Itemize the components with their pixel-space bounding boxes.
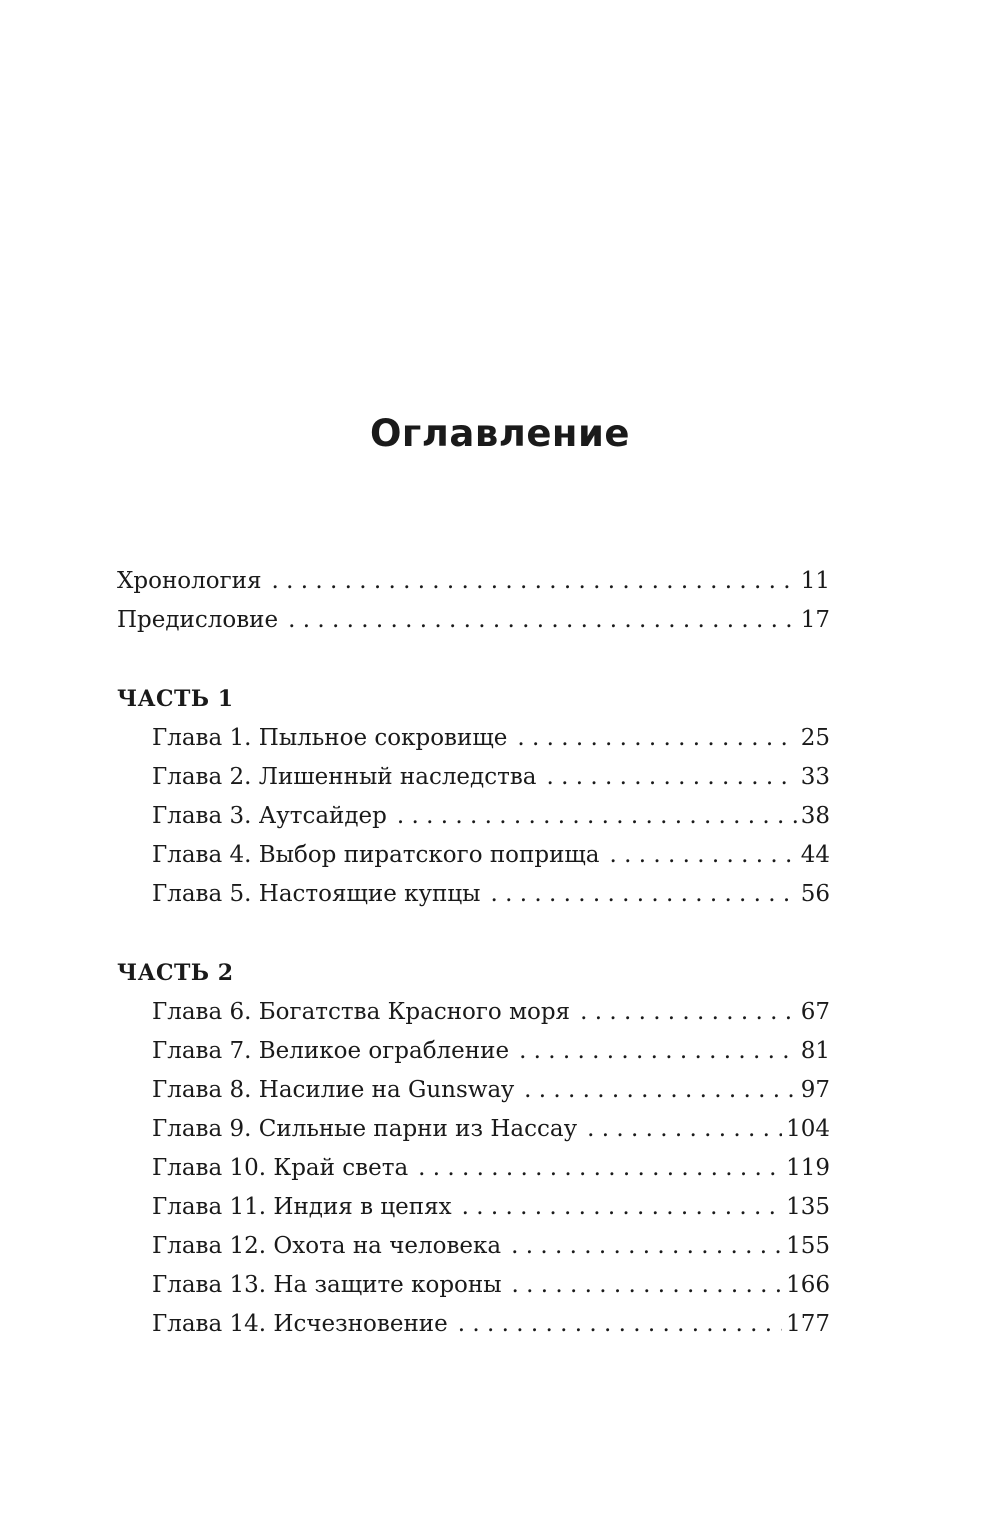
section-gap xyxy=(117,640,830,680)
toc-entry-label: Глава 9. Сильные парни из Нассау xyxy=(152,1116,578,1142)
dot-leader xyxy=(517,719,796,758)
toc-entry-page: 104 xyxy=(786,1116,830,1142)
dot-leader xyxy=(519,1032,797,1071)
toc-entry-label: Глава 10. Край света xyxy=(152,1155,409,1181)
dot-leader xyxy=(271,562,796,601)
toc-entry-label: Глава 1. Пыльное сокровище xyxy=(152,725,508,751)
toc-entry-page: 17 xyxy=(800,607,830,633)
toc-entry-label: Глава 5. Настоящие купцы xyxy=(152,881,481,907)
toc-entry-chapter-12[interactable] xyxy=(117,1227,830,1266)
toc-entry-label: Хронология xyxy=(117,568,262,594)
dot-leader xyxy=(397,797,797,836)
toc-entry-page: 38 xyxy=(800,803,830,829)
toc-entry-chapter-3[interactable] xyxy=(117,797,830,836)
part-1-heading: ЧАСТЬ 1 xyxy=(117,686,234,712)
dot-leader xyxy=(546,758,796,797)
dot-leader xyxy=(462,1188,783,1227)
dot-leader xyxy=(610,836,797,875)
dot-leader xyxy=(512,1266,783,1305)
toc-entry-chapter-1[interactable] xyxy=(117,719,830,758)
table-of-contents xyxy=(117,562,830,1344)
toc-entry-chapter-13[interactable] xyxy=(117,1266,830,1305)
section-gap xyxy=(117,914,830,954)
toc-entry-label: Глава 6. Богатства Красного моря xyxy=(152,999,571,1025)
toc-entry-label: Глава 3. Аутсайдер xyxy=(152,803,387,829)
toc-entry-label: Предисловие xyxy=(117,607,279,633)
toc-entry-chapter-9[interactable] xyxy=(117,1110,830,1149)
dot-leader xyxy=(288,601,797,640)
toc-entry-label: Глава 11. Индия в цепях xyxy=(152,1194,452,1220)
toc-entry-chapter-8[interactable] xyxy=(117,1071,830,1110)
toc-entry-page: 56 xyxy=(800,881,830,907)
toc-entry-page: 67 xyxy=(800,999,830,1025)
toc-entry-label: Глава 13. На защите короны xyxy=(152,1272,502,1298)
toc-entry-label: Глава 4. Выбор пиратского поприща xyxy=(152,842,600,868)
dot-leader xyxy=(587,1110,782,1149)
toc-entry-page: 166 xyxy=(786,1272,830,1298)
toc-entry-page: 11 xyxy=(800,568,830,594)
toc-entry-chapter-14[interactable] xyxy=(117,1305,830,1344)
toc-entry-chapter-5[interactable] xyxy=(117,875,830,914)
dot-leader xyxy=(458,1305,782,1344)
dot-leader xyxy=(511,1227,782,1266)
toc-entry-preface[interactable] xyxy=(117,601,830,640)
toc-entry-chapter-10[interactable] xyxy=(117,1149,830,1188)
toc-entry-chapter-11[interactable] xyxy=(117,1188,830,1227)
toc-entry-label: Глава 14. Исчезновение xyxy=(152,1311,448,1337)
toc-entry-page: 33 xyxy=(800,764,830,790)
toc-entry-chapter-2[interactable] xyxy=(117,758,830,797)
toc-entry-page: 81 xyxy=(800,1038,830,1064)
dot-leader xyxy=(580,993,797,1032)
toc-entry-page: 97 xyxy=(800,1077,830,1103)
page-title: Оглавление xyxy=(369,412,631,455)
toc-entry-page: 155 xyxy=(786,1233,830,1259)
toc-entry-chronology[interactable] xyxy=(117,562,830,601)
part-2-heading: ЧАСТЬ 2 xyxy=(117,960,234,986)
toc-entry-chapter-4[interactable] xyxy=(117,836,830,875)
toc-entry-page: 177 xyxy=(786,1311,830,1337)
toc-entry-chapter-7[interactable] xyxy=(117,1032,830,1071)
dot-leader xyxy=(418,1149,782,1188)
toc-entry-page: 119 xyxy=(786,1155,830,1181)
toc-entry-label: Глава 12. Охота на человека xyxy=(152,1233,502,1259)
toc-entry-label: Глава 7. Великое ограбление xyxy=(152,1038,510,1064)
toc-entry-page: 135 xyxy=(786,1194,830,1220)
dot-leader xyxy=(490,875,796,914)
toc-entry-label: Глава 2. Лишенный наследства xyxy=(152,764,537,790)
dot-leader xyxy=(524,1071,797,1110)
toc-entry-page: 25 xyxy=(800,725,830,751)
toc-entry-page: 44 xyxy=(800,842,830,868)
toc-entry-chapter-6[interactable] xyxy=(117,993,830,1032)
toc-entry-label: Глава 8. Насилие на Gunsway xyxy=(152,1077,515,1103)
